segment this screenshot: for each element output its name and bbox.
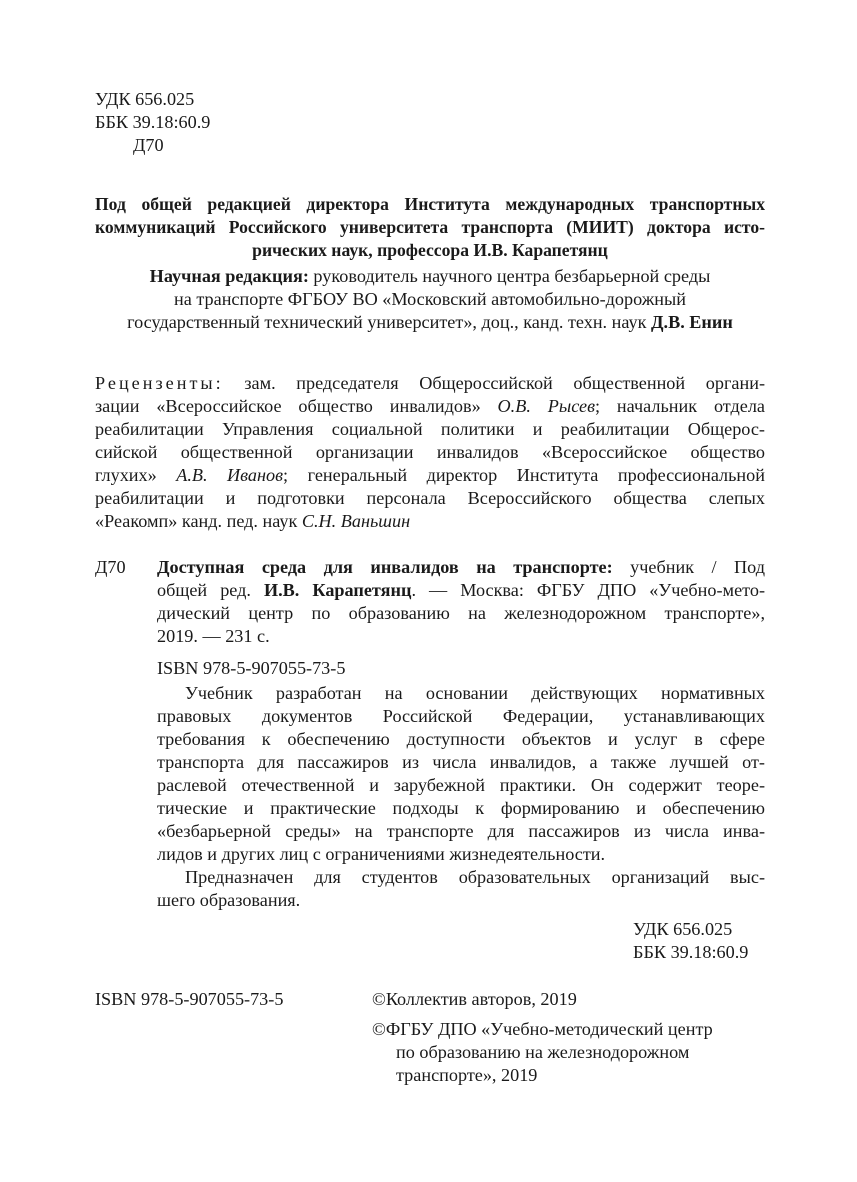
copyright-line: ©Коллектив авторов, 2019 bbox=[372, 989, 577, 1009]
annotation-line: тические и практические подходы к формированию и обеспечению bbox=[157, 798, 765, 818]
bbk-code: ББК 39.18:60.9 bbox=[95, 112, 211, 132]
copyright-line: ©ФГБУ ДПО «Учебно-методический центр bbox=[372, 1019, 713, 1039]
general-editor-line: Под общей редакцией директора Института международных транспортных bbox=[95, 194, 765, 214]
general-editor-line: коммуникаций Российского университета транспорта (МИИТ) доктора исто- bbox=[95, 217, 765, 237]
annotation-line: лидов и других лиц с ограничениями жизнедеятельности. bbox=[157, 844, 606, 864]
scientific-editor-line: государственный технический университет», доц., канд. техн. наук Д.В. Енин bbox=[127, 312, 733, 332]
annotation-line: шего образования. bbox=[157, 890, 301, 910]
scientific-editor-line: Научная редакция: руководитель научного центра безбарьерной среды bbox=[149, 266, 711, 286]
copyright-icon: © bbox=[372, 989, 386, 1009]
bibliographic-line: 2019. — 231 с. bbox=[157, 626, 270, 646]
bbk-code: ББК 39.18:60.9 bbox=[633, 942, 749, 962]
reviewers-line: «Реакомп» канд. пед. наук С.Н. Ваньшин bbox=[95, 511, 411, 531]
annotation-line: транспорта для пассажиров из числа инвалидов, а также лучшей от- bbox=[157, 752, 765, 772]
reviewer-name: О.В. Рысев bbox=[497, 396, 595, 416]
annotation-line: правовых документов Российской Федерации, устанавливающих bbox=[157, 706, 765, 726]
annotation-line: «безбарьерной среды» на транспорте для пассажиров из числа инва- bbox=[157, 821, 765, 841]
bibliographic-line: общей ред. И.В. Карапетянц. — Москва: ФГБУ ДПО «Учебно-мето- bbox=[157, 580, 766, 600]
annotation-line: Предназначен для студентов образовательных организаций выс- bbox=[185, 867, 765, 887]
book-editor: И.В. Карапетянц bbox=[263, 580, 412, 600]
annotation bbox=[157, 682, 765, 912]
reviewers bbox=[95, 372, 765, 533]
reviewers-label: Рецензенты: bbox=[95, 373, 224, 393]
reviewer-name: А.В. Иванов bbox=[176, 465, 284, 485]
book-author-sign: Д70 bbox=[95, 557, 126, 577]
reviewers-line: сийской общественной организации инвалидов «Всероссийское общество bbox=[95, 442, 765, 462]
udk-code: УДК 656.025 bbox=[95, 89, 195, 109]
annotation-line: раслевой отечественной и зарубежной практики. Он содержит теоре- bbox=[157, 775, 765, 795]
general-editor bbox=[95, 193, 765, 262]
reviewers-line: зации «Всероссийское общество инвалидов» О.В. Рысев; начальник отдела bbox=[95, 396, 765, 416]
reviewers-line: Рецензенты: зам. председателя Общероссийской общественной органи- bbox=[95, 373, 765, 393]
bibliographic-line: Доступная среда для инвалидов на транспорте: учебник / Под bbox=[157, 557, 765, 577]
isbn: ISBN 978-5-907055-73-5 bbox=[157, 658, 346, 678]
udk-code: УДК 656.025 bbox=[633, 919, 733, 939]
reviewers-line: реабилитации Управления социальной политики и реабилитации Общерос- bbox=[95, 419, 765, 439]
author-sign: Д70 bbox=[133, 135, 164, 155]
bibliographic-line: дический центр по образованию на железнодорожном транспорте», bbox=[157, 603, 765, 623]
annotation-line: Учебник разработан на основании действующих нормативных bbox=[185, 683, 765, 703]
general-editor-line: рических наук, профессора И.В. Карапетянц bbox=[252, 240, 608, 260]
reviewers-line: реабилитации и подготовки персонала Всероссийского общества слепых bbox=[95, 488, 765, 508]
scientific-editor-line: на транспорте ФГБОУ ВО «Московский автомобильно-дорожный bbox=[174, 289, 686, 309]
book-title: Доступная среда для инвалидов на транспорте: bbox=[157, 557, 613, 577]
udk-header bbox=[95, 88, 210, 157]
footer-isbn: ISBN 978-5-907055-73-5 bbox=[95, 989, 284, 1009]
bibliographic-record bbox=[157, 556, 765, 648]
scientific-editor-label: Научная редакция: bbox=[149, 266, 309, 286]
annotation-line: требования к обеспечению доступности объектов и услуг в сфере bbox=[157, 729, 765, 749]
reviewer-name: С.Н. Ваньшин bbox=[301, 511, 411, 531]
copyright-block bbox=[372, 988, 713, 1087]
scientific-editor bbox=[95, 265, 765, 334]
copyright-line: по образованию на железнодорожном bbox=[396, 1042, 690, 1062]
reviewers-line: глухих» А.В. Иванов; генеральный директор Института профессиональной bbox=[95, 465, 765, 485]
copyright-icon: © bbox=[372, 1019, 386, 1039]
copyright-line: транспорте», 2019 bbox=[396, 1065, 538, 1085]
udk-footer bbox=[633, 918, 748, 964]
scientific-editor-name: Д.В. Енин bbox=[651, 312, 733, 332]
